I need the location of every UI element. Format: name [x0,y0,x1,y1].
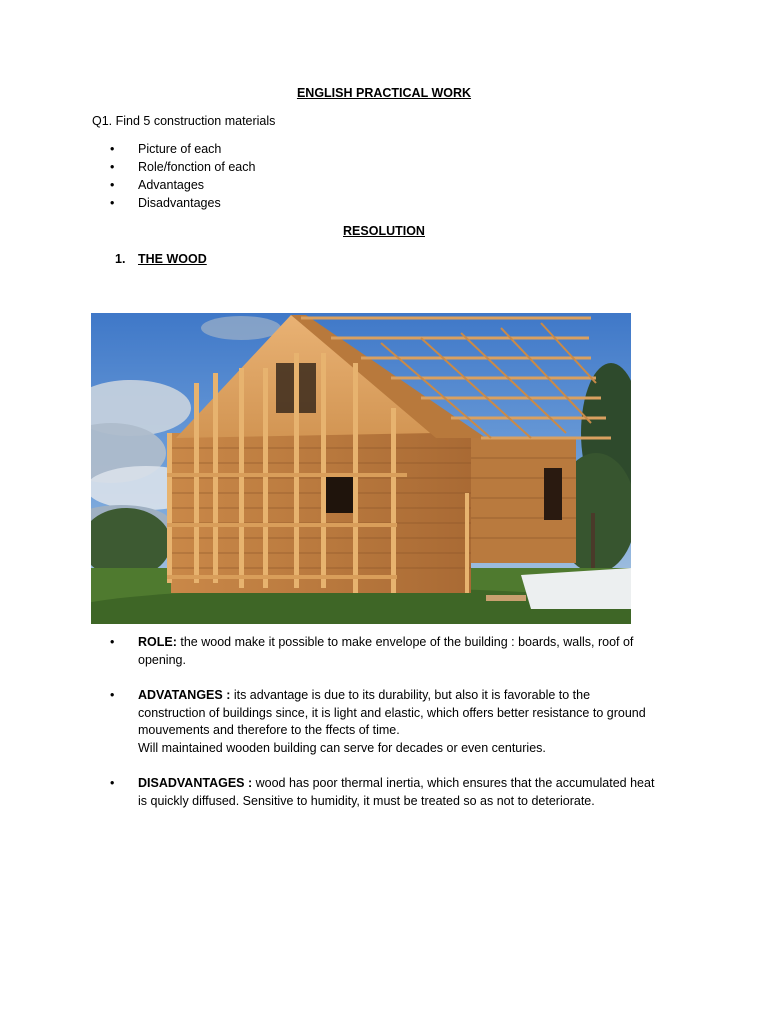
resolution-heading: RESOLUTION [343,224,425,238]
material-details [110,634,690,810]
role-text-cont: opening. [138,652,186,667]
advantages-text-2: construction of buildings since, it is light and elastic, which offers better resistance to ground [138,705,646,720]
disadvantages-text-2: is quickly diffused. Sensitive to humidity, it must be treated so as not to deteriorate. [138,793,595,808]
section-title: THE WOOD [138,252,207,266]
advantages-text-3: mouvements and therefore to the ffects of time. [138,723,400,737]
role-item [110,634,690,669]
wooden-house-photo [91,313,631,624]
role-text: the wood make it possible to make envelope of the building : boards, walls, roof of [176,635,634,649]
section-heading [115,252,207,266]
advantages-text-4: Will maintained wooden building can serve for decades or even centuries. [138,740,546,755]
task-item: • Role/fonction of each [110,160,255,178]
document-title: ENGLISH PRACTICAL WORK [296,86,472,100]
question-text: Q1. Find 5 construction materials [92,114,276,128]
disadvantages-item [110,775,690,810]
section-number: 1. [115,252,126,266]
advantages-label: ADVATANGES : [138,688,231,702]
task-item: • Advantages [110,178,255,196]
task-list [110,142,255,214]
disadvantages-text: wood has poor thermal inertia, which ensures that the accumulated heat [252,776,655,790]
advantages-item [110,687,690,757]
disadvantages-label: DISADVANTAGES : [138,776,253,790]
role-label: ROLE: [138,635,177,649]
task-item: • Disadvantages [110,196,255,214]
advantages-text: its advantage is due to its durability, but also it is favorable to the [230,688,591,702]
task-item: • Picture of each [110,142,255,160]
